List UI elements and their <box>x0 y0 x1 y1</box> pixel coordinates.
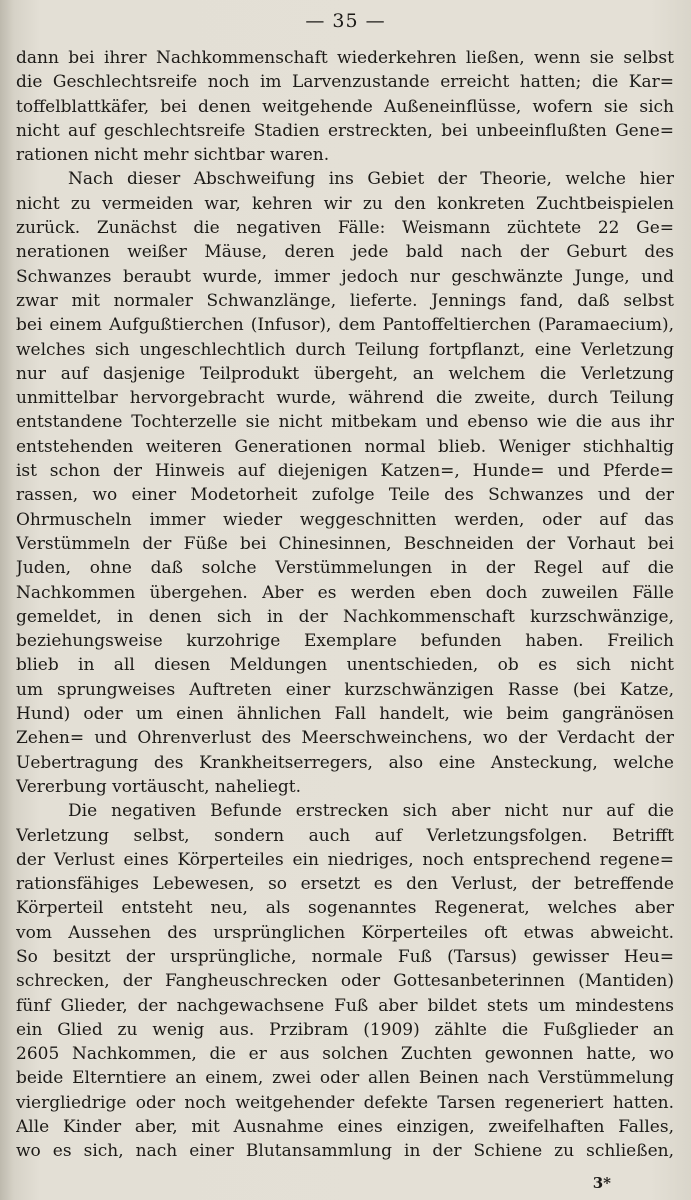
text-line: entstandene Tochterzelle sie nicht mitbekam und ebenso wie die aus ihr <box>16 412 674 433</box>
body-text <box>16 46 674 1164</box>
text-line: ist schon der Hinweis auf diejenigen Katzen=, Hunde= und Pferde= <box>16 461 674 482</box>
text-line: nur auf dasjenige Teilprodukt übergeht, an welchem die Verletzung <box>16 363 674 384</box>
text-line: toffelblattkäfer, bei denen weitgehende Außeneinflüsse, wofern sie sich <box>16 96 674 117</box>
text-line: Juden, ohne daß solche Verstümmelungen in der Regel auf die <box>16 558 674 579</box>
text-line: fünf Glieder, der nachgewachsene Fuß aber bildet stets um mindestens <box>16 995 674 1016</box>
text-line: entstehenden weiteren Generationen normal blieb. Weniger stichhaltig <box>16 436 674 457</box>
text-line: Verstümmeln der Füße bei Chinesinnen, Beschneiden der Vorhaut bei <box>16 533 674 554</box>
text-line: Vererbung vortäuscht, naheliegt. <box>16 776 302 797</box>
text-line: Schwanzes beraubt wurde, immer jedoch nur geschwänzte Junge, und <box>16 266 674 287</box>
text-line: wo es sich, nach einer Blutansammlung in der Schiene zu schließen, <box>16 1141 674 1162</box>
text-line: zurück. Zunächst die negativen Fälle: Weismann züchtete 22 Ge= <box>16 218 674 239</box>
text-line: nerationen weißer Mäuse, deren jede bald nach der Geburt des <box>16 242 674 263</box>
paragraph-start-line: Die negativen Befunde erstrecken sich aber nicht nur auf die <box>68 801 674 822</box>
text-line: rationen nicht mehr sichtbar waren. <box>16 145 330 166</box>
text-line: die Geschlechtsreife noch im Larvenzustande erreicht hatten; die Kar= <box>16 72 674 93</box>
signature-mark: 3* <box>592 1174 611 1192</box>
page-number: — 35 — <box>305 10 386 32</box>
text-line: rationsfähiges Lebewesen, so ersetzt es den Verlust, der betreffende <box>16 874 674 895</box>
text-line: unmittelbar hervorgebracht wurde, während die zweite, durch Teilung <box>16 388 674 409</box>
text-line: Alle Kinder aber, mit Ausnahme eines einzigen, zweifelhaften Falles, <box>16 1117 674 1138</box>
paragraph-start-line: Nach dieser Abschweifung ins Gebiet der Theorie, welche hier <box>68 169 674 190</box>
text-line: blieb in all diesen Meldungen unentschieden, ob es sich nicht <box>16 655 674 676</box>
text-line: der Verlust eines Körperteiles ein niedriges, noch entsprechend regene= <box>16 849 674 870</box>
text-line: Nachkommen übergehen. Aber es werden eben doch zuweilen Fälle <box>16 582 674 603</box>
text-line: ein Glied zu wenig aus. Przibram (1909) zählte die Fußglieder an <box>16 1019 674 1040</box>
text-line: welches sich ungeschlechtlich durch Teilung fortpflanzt, eine Verletzung <box>16 339 674 360</box>
text-line: beziehungsweise kurzohrige Exemplare befunden haben. Freilich <box>16 631 674 652</box>
text-line: rassen, wo einer Modetorheit zufolge Teile des Schwanzes und der <box>16 485 674 506</box>
text-line: dann bei ihrer Nachkommenschaft wiederkehren ließen, wenn sie selbst <box>16 48 674 68</box>
text-line: zwar mit normaler Schwanzlänge, lieferte. Jennings fand, daß selbst <box>16 290 674 311</box>
text-line: Uebertragung des Krankheitserregers, also eine Ansteckung, welche <box>16 752 674 773</box>
text-line: vom Aussehen des ursprünglichen Körperteiles oft etwas abweicht. <box>16 922 674 943</box>
text-line: 2605 Nachkommen, die er aus solchen Zuchten gewonnen hatte, wo <box>16 1044 674 1065</box>
text-line: viergliedrige oder noch weitgehender defekte Tarsen regeneriert hatten. <box>16 1092 674 1113</box>
text-line: Verletzung selbst, sondern auch auf Verletzungsfolgen. Betrifft <box>16 825 674 846</box>
text-line: bei einem Aufgußtierchen (Infusor), dem Pantoffeltierchen (Paramaecium), <box>16 315 674 336</box>
text-line: Körperteil entsteht neu, als sogenanntes Regenerat, welches aber <box>16 898 674 919</box>
text-line: Hund) oder um einen ähnlichen Fall handelt, wie beim gangränösen <box>16 704 674 725</box>
text-line: beide Elterntiere an einem, zwei oder allen Beinen nach Verstümmelung <box>16 1068 674 1089</box>
text-line: gemeldet, in denen sich in der Nachkommenschaft kurzschwänzige, <box>16 606 674 627</box>
text-line: nicht auf geschlechtsreife Stadien erstreckten, bei unbeeinflußten Gene= <box>16 120 674 141</box>
text-line: schrecken, der Fangheuschrecken oder Gottesanbeterinnen (Mantiden) <box>16 971 674 992</box>
text-line: nicht zu vermeiden war, kehren wir zu den konkreten Zuchtbeispielen <box>16 193 674 214</box>
text-line: Zehen= und Ohrenverlust des Meerschweinchens, wo der Verdacht der <box>16 728 674 749</box>
text-line: So besitzt der ursprüngliche, normale Fuß (Tarsus) gewisser Heu= <box>16 946 674 967</box>
text-line: Ohrmuscheln immer wieder weggeschnitten werden, oder auf das <box>16 509 674 530</box>
text-line: um sprungweises Auftreten einer kurzschwänzigen Rasse (bei Katze, <box>16 679 674 700</box>
